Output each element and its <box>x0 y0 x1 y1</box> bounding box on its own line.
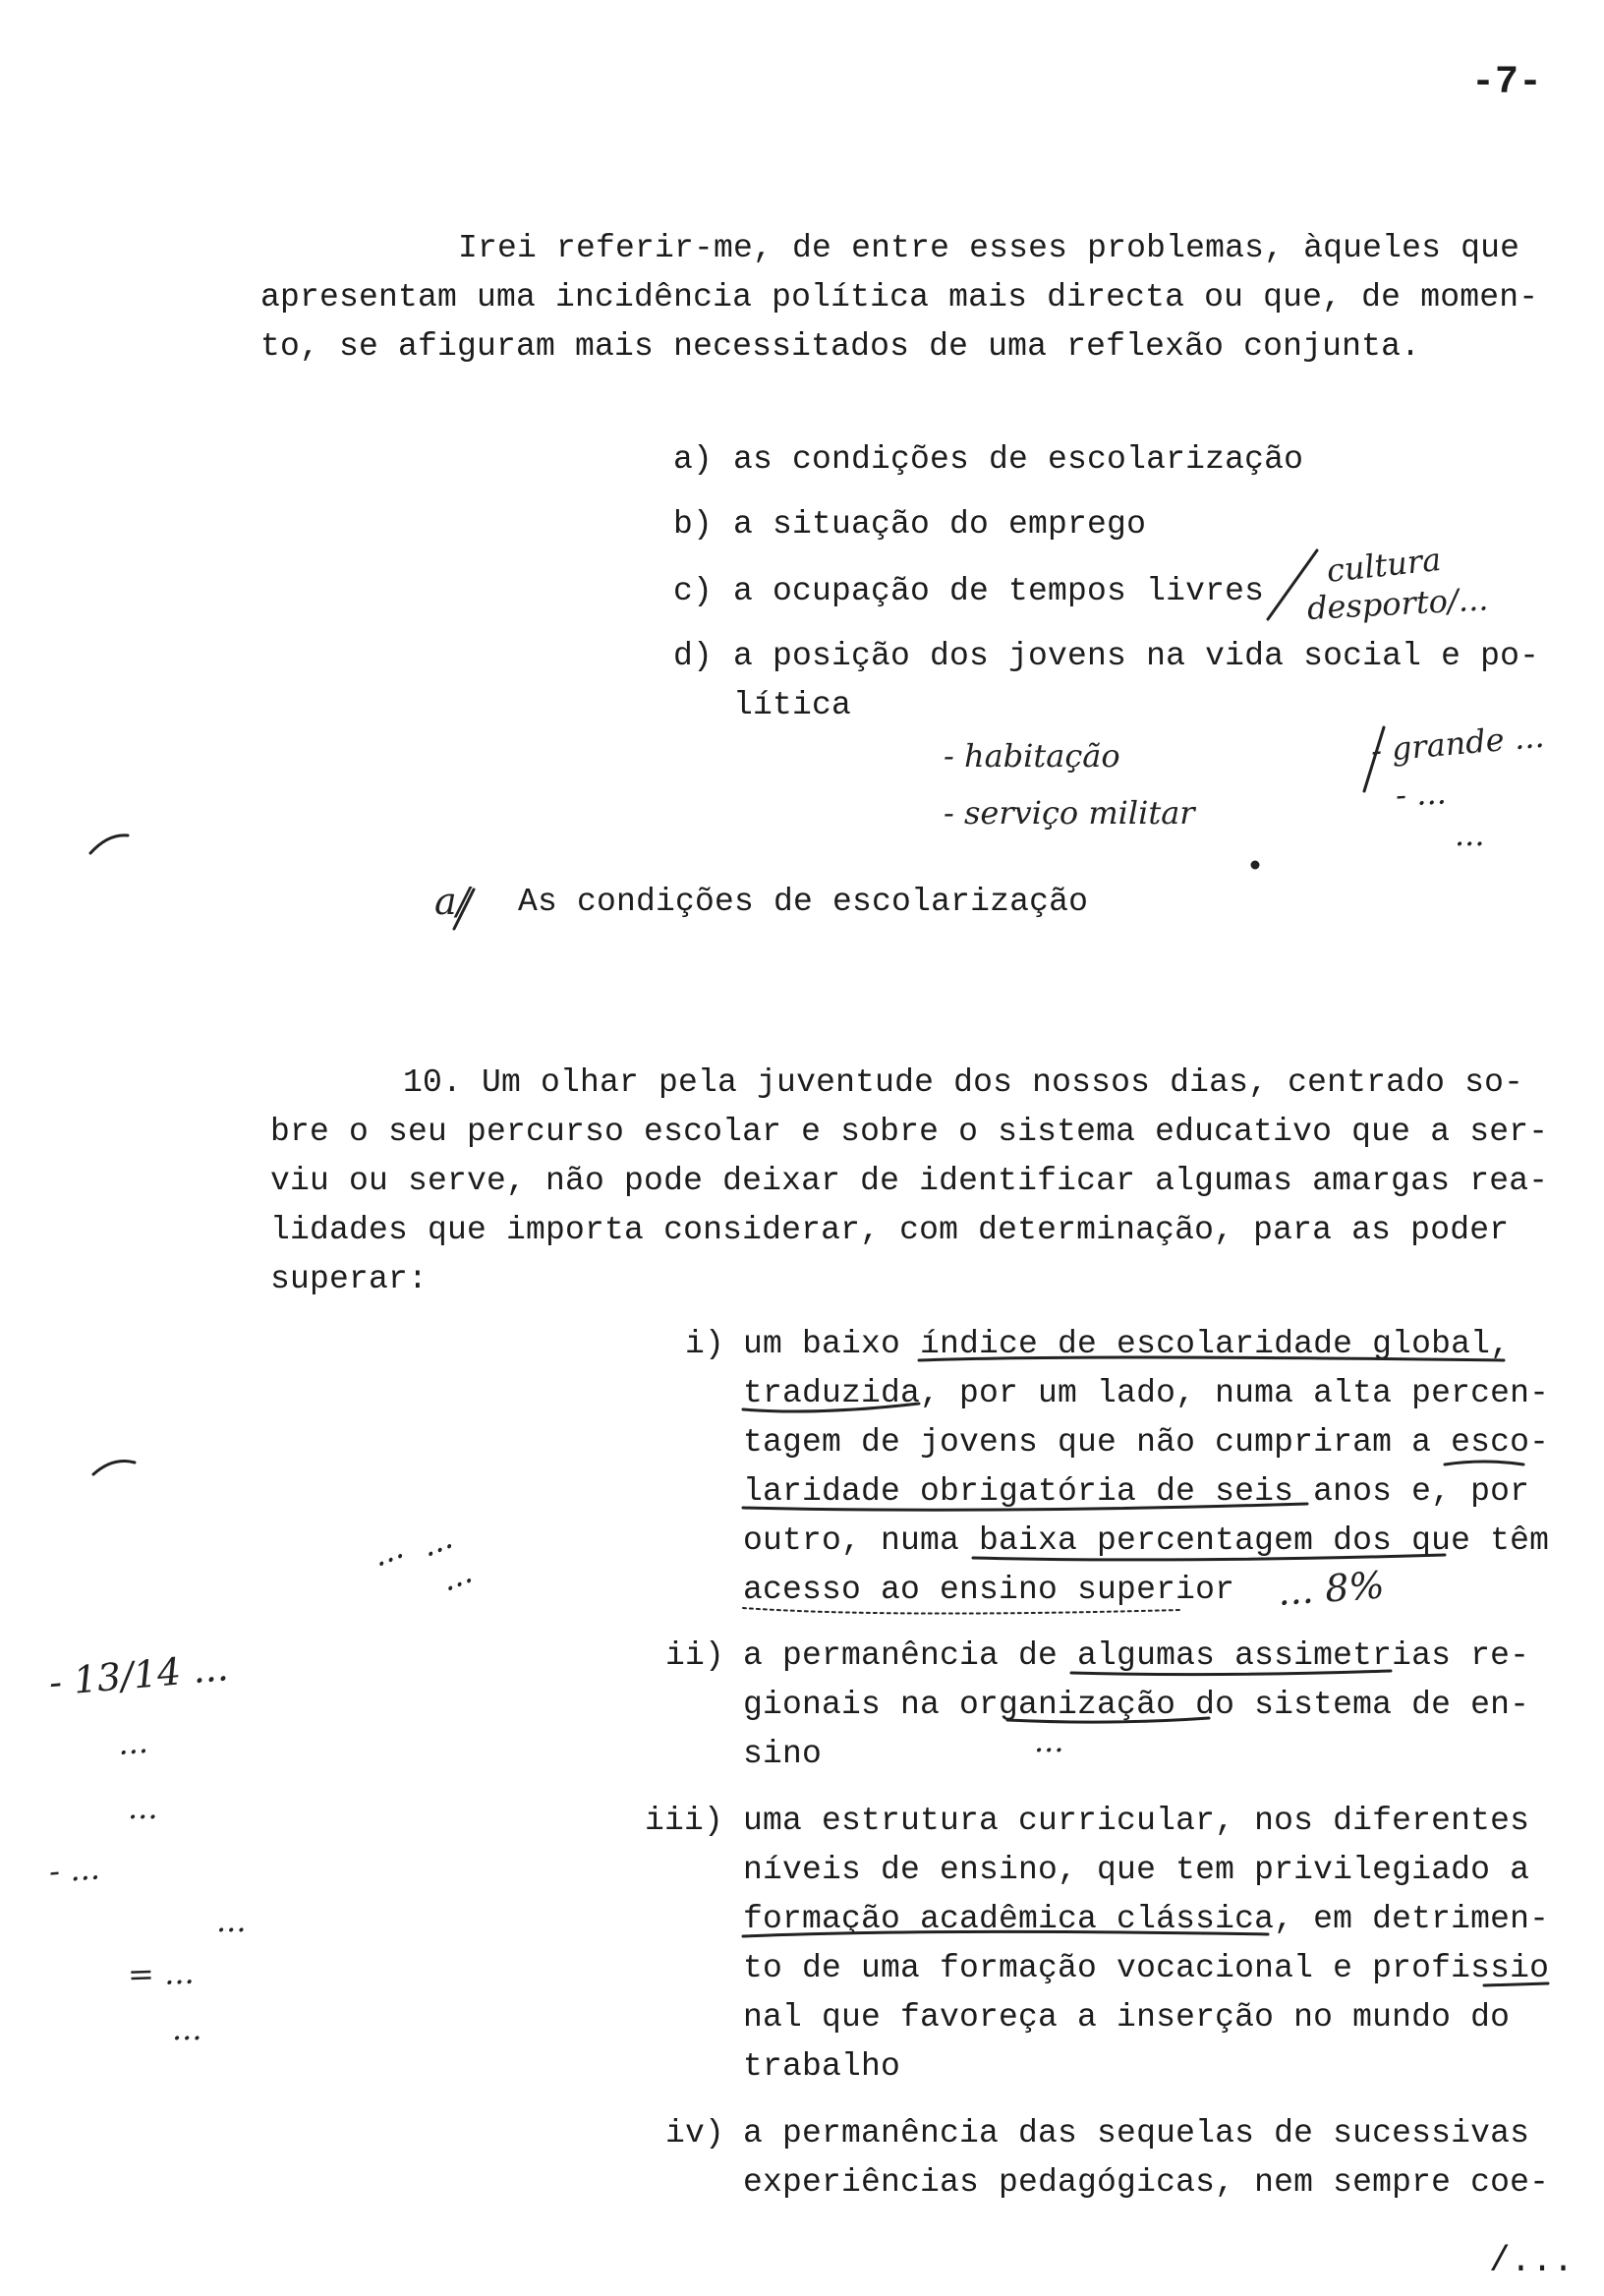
item-marker: iv) <box>665 2115 725 2152</box>
margin-mark <box>93 1462 135 1475</box>
handwritten-note: = ... <box>127 1953 196 1993</box>
item-marker: i) <box>685 1326 725 1362</box>
handwritten-note: ... <box>172 2010 202 2047</box>
page-number: -7- <box>1471 61 1543 105</box>
item-text: um baixo índice de escolaridade global, <box>743 1326 1511 1362</box>
handwritten-note: - 13/14 ... <box>47 1645 230 1704</box>
margin-mark <box>90 835 128 853</box>
handwritten-note: - serviço militar <box>944 794 1195 832</box>
handwritten-note: ... <box>434 1552 478 1599</box>
item-text: outro, numa baixa percentagem dos que têm <box>743 1522 1550 1559</box>
item-text: uma estrutura curricular, nos diferentes <box>743 1803 1530 1839</box>
item-text: formação acadêmica clássica, em detrimen- <box>743 1901 1550 1937</box>
handwritten-note: - habitação <box>944 737 1120 775</box>
paragraph-line: bre o seu percurso escolar e sobre o sistema educativo que a ser- <box>270 1114 1549 1150</box>
item-text: lítica <box>733 687 852 723</box>
handwritten-note: ... <box>1034 1722 1064 1759</box>
item-marker: iii) <box>645 1803 724 1839</box>
handwritten-note: - ... <box>47 1849 101 1890</box>
item-text: a situação do emprego <box>733 506 1147 543</box>
item-text: traduzida, por um lado, numa alta percen- <box>743 1375 1550 1411</box>
item-text: acesso ao ensino superior <box>743 1572 1235 1608</box>
item-text: to de uma formação vocacional e profissio <box>743 1950 1550 1986</box>
paragraph-line: viu ou serve, não pode deixar de identificar algumas amargas rea- <box>270 1163 1549 1199</box>
item-text: nal que favoreça a inserção no mundo do <box>743 1999 1511 2036</box>
item-marker: ii) <box>665 1637 725 1674</box>
item-marker: a) <box>673 441 714 478</box>
item-text: as condições de escolarização <box>733 441 1304 478</box>
pen-dot <box>1252 862 1258 868</box>
item-text: trabalho <box>743 2048 901 2085</box>
paragraph-line: superar: <box>270 1261 429 1297</box>
handwritten-note: ... <box>128 1789 158 1826</box>
intro-line: to, se afiguram mais necessitados de uma reflexão conjunta. <box>260 328 1421 365</box>
item-text: a permanência de algumas assimetrias re- <box>743 1637 1530 1674</box>
item-marker: d) <box>673 638 714 674</box>
handwritten-note: desporto/... <box>1306 580 1490 627</box>
item-text: tagem de jovens que não cumpriram a esco- <box>743 1424 1550 1461</box>
handwritten-note: ... <box>366 1527 409 1575</box>
item-marker: b) <box>673 506 714 543</box>
handwritten-note: ... <box>216 1902 247 1939</box>
item-text: sino <box>743 1736 823 1772</box>
intro-line: Irei referir-me, de entre esses problemas, àqueles que <box>458 230 1520 266</box>
item-text: níveis de ensino, que tem privilegiado a <box>743 1852 1530 1888</box>
paragraph-line: lidades que importa considerar, com determinação, para as poder <box>270 1212 1510 1248</box>
handwritten-note: ... 8% <box>1276 1563 1386 1614</box>
item-text: laridade obrigatória de seis anos e, por <box>743 1473 1530 1510</box>
item-text: a permanência das sequelas de sucessivas <box>743 2115 1530 2152</box>
handwritten-note: ... <box>116 1722 149 1762</box>
section-title: As condições de escolarização <box>518 884 1089 920</box>
intro-line: apresentam uma incidência política mais directa ou que, de momen- <box>260 279 1539 316</box>
handwritten-note: - ... <box>1395 774 1448 814</box>
item-text: a posição dos jovens na vida social e po- <box>733 638 1540 674</box>
item-text: gionais na organização do sistema de en- <box>743 1687 1530 1723</box>
handwritten-note: - grande ... <box>1369 717 1546 770</box>
item-text: experiências pedagógicas, nem sempre coe- <box>743 2164 1550 2201</box>
handwritten-section-marker: a/ <box>434 880 470 923</box>
handwritten-note: ... <box>1455 816 1485 853</box>
paragraph-line: 10. Um olhar pela juventude dos nossos dias, centrado so- <box>403 1064 1524 1101</box>
handwritten-note: ... <box>415 1518 458 1565</box>
item-text: a ocupação de tempos livres <box>733 573 1265 609</box>
handwritten-note: cultura <box>1325 540 1443 590</box>
continuation-mark: /... <box>1489 2241 1575 2281</box>
item-marker: c) <box>673 573 714 609</box>
